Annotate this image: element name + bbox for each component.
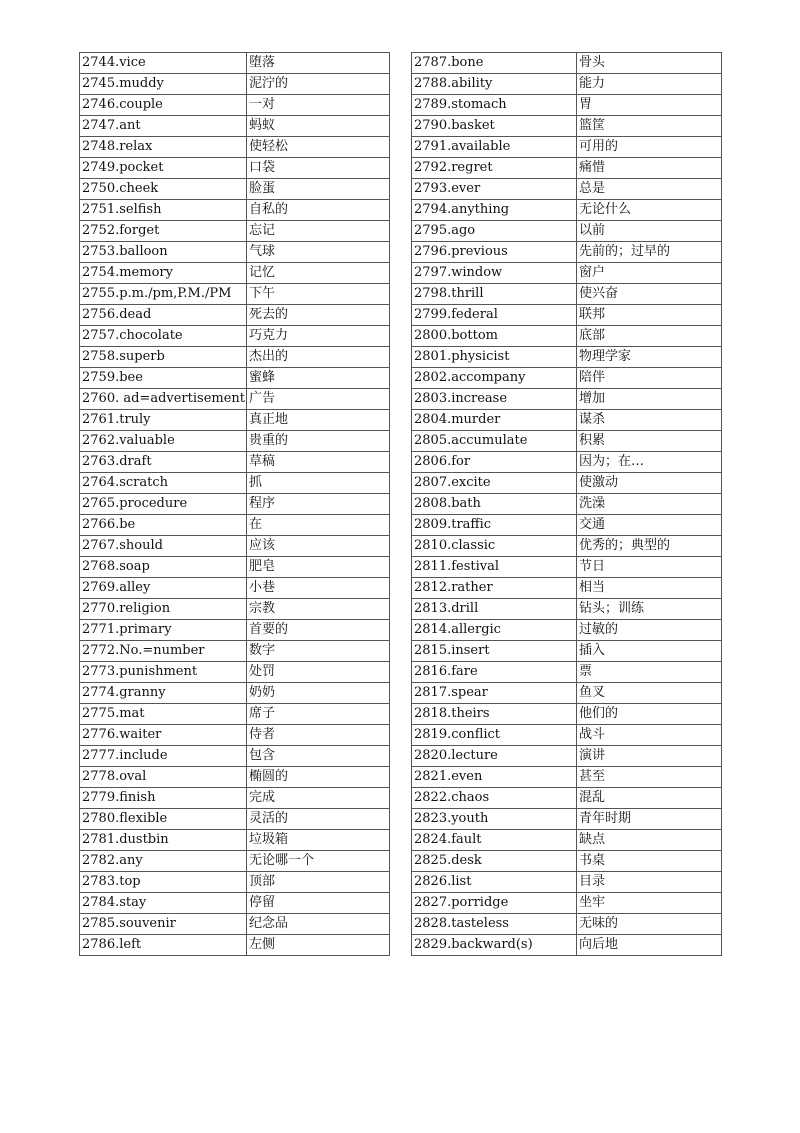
- term-cell: 2754.memory: [80, 263, 247, 284]
- table-row: [412, 536, 722, 557]
- meaning-cell: 混乱: [577, 788, 722, 809]
- meaning-cell: 总是: [577, 179, 722, 200]
- term-cell: 2792.regret: [412, 158, 577, 179]
- table-row: [80, 557, 390, 578]
- term-cell: 2784.stay: [80, 893, 247, 914]
- meaning-cell: 书桌: [577, 851, 722, 872]
- meaning-cell: 纪念品: [247, 914, 390, 935]
- term-cell: 2815.insert: [412, 641, 577, 662]
- meaning-cell: 骨头: [577, 53, 722, 74]
- meaning-cell: 篮筐: [577, 116, 722, 137]
- table-row: [412, 494, 722, 515]
- meaning-cell: 坐牢: [577, 893, 722, 914]
- table-row: [80, 620, 390, 641]
- table-row: [412, 452, 722, 473]
- term-cell: 2762.valuable: [80, 431, 247, 452]
- table-row: [412, 95, 722, 116]
- meaning-cell: 底部: [577, 326, 722, 347]
- term-cell: 2763.draft: [80, 452, 247, 473]
- table-row: [412, 200, 722, 221]
- term-cell: 2826.list: [412, 872, 577, 893]
- table-row: [80, 452, 390, 473]
- term-cell: 2824.fault: [412, 830, 577, 851]
- table-row: [412, 473, 722, 494]
- term-cell: 2794.anything: [412, 200, 577, 221]
- meaning-cell: 向后地: [577, 935, 722, 956]
- term-cell: 2810.classic: [412, 536, 577, 557]
- meaning-cell: 下午: [247, 284, 390, 305]
- table-row: [80, 578, 390, 599]
- meaning-cell: 联邦: [577, 305, 722, 326]
- table-row: [412, 935, 722, 956]
- term-cell: 2761.truly: [80, 410, 247, 431]
- meaning-cell: 草稿: [247, 452, 390, 473]
- term-cell: 2783.top: [80, 872, 247, 893]
- term-cell: 2764.scratch: [80, 473, 247, 494]
- table-row: [80, 767, 390, 788]
- table-row: [412, 767, 722, 788]
- meaning-cell: 以前: [577, 221, 722, 242]
- table-row: [412, 53, 722, 74]
- table-row: [80, 809, 390, 830]
- term-cell: 2827.porridge: [412, 893, 577, 914]
- table-row: [80, 746, 390, 767]
- table-row: [412, 515, 722, 536]
- meaning-cell: 广告: [247, 389, 390, 410]
- term-cell: 2808.bath: [412, 494, 577, 515]
- meaning-cell: 包含: [247, 746, 390, 767]
- term-cell: 2796.previous: [412, 242, 577, 263]
- term-cell: 2745.muddy: [80, 74, 247, 95]
- term-cell: 2769.alley: [80, 578, 247, 599]
- meaning-cell: 应该: [247, 536, 390, 557]
- meaning-cell: 积累: [577, 431, 722, 452]
- term-cell: 2785.souvenir: [80, 914, 247, 935]
- term-cell: 2813.drill: [412, 599, 577, 620]
- meaning-cell: 插入: [577, 641, 722, 662]
- term-cell: 2765.procedure: [80, 494, 247, 515]
- term-cell: 2818.theirs: [412, 704, 577, 725]
- term-cell: 2782.any: [80, 851, 247, 872]
- term-cell: 2770.religion: [80, 599, 247, 620]
- meaning-cell: 物理学家: [577, 347, 722, 368]
- table-row: [80, 242, 390, 263]
- meaning-cell: 无论什么: [577, 200, 722, 221]
- table-row: [412, 347, 722, 368]
- meaning-cell: 优秀的；典型的: [577, 536, 722, 557]
- meaning-cell: 使激动: [577, 473, 722, 494]
- table-row: [412, 599, 722, 620]
- table-row: [80, 893, 390, 914]
- meaning-cell: 首要的: [247, 620, 390, 641]
- meaning-cell: 在: [247, 515, 390, 536]
- term-cell: 2822.chaos: [412, 788, 577, 809]
- table-row: [412, 851, 722, 872]
- term-cell: 2748.relax: [80, 137, 247, 158]
- table-row: [412, 809, 722, 830]
- table-row: [412, 641, 722, 662]
- term-cell: 2801.physicist: [412, 347, 577, 368]
- term-cell: 2777.include: [80, 746, 247, 767]
- meaning-cell: 杰出的: [247, 347, 390, 368]
- table-row: [80, 305, 390, 326]
- term-cell: 2778.oval: [80, 767, 247, 788]
- term-cell: 2811.festival: [412, 557, 577, 578]
- term-cell: 2771.primary: [80, 620, 247, 641]
- meaning-cell: 无味的: [577, 914, 722, 935]
- term-cell: 2746.couple: [80, 95, 247, 116]
- table-row: [80, 368, 390, 389]
- table-row: [80, 137, 390, 158]
- table-row: [412, 116, 722, 137]
- term-cell: 2749.pocket: [80, 158, 247, 179]
- meaning-cell: 鱼叉: [577, 683, 722, 704]
- table-row: [80, 179, 390, 200]
- vocab-table-right: [411, 52, 722, 956]
- meaning-cell: 巧克力: [247, 326, 390, 347]
- term-cell: 2791.available: [412, 137, 577, 158]
- table-row: [80, 641, 390, 662]
- term-cell: 2809.traffic: [412, 515, 577, 536]
- table-row: [80, 74, 390, 95]
- term-cell: 2828.tasteless: [412, 914, 577, 935]
- table-row: [412, 410, 722, 431]
- meaning-cell: 演讲: [577, 746, 722, 767]
- table-row: [80, 494, 390, 515]
- term-cell: 2819.conflict: [412, 725, 577, 746]
- term-cell: 2802.accompany: [412, 368, 577, 389]
- table-row: [80, 704, 390, 725]
- meaning-cell: 奶奶: [247, 683, 390, 704]
- term-cell: 2799.federal: [412, 305, 577, 326]
- table-row: [412, 662, 722, 683]
- term-cell: 2821.even: [412, 767, 577, 788]
- meaning-cell: 使兴奋: [577, 284, 722, 305]
- meaning-cell: 相当: [577, 578, 722, 599]
- term-cell: 2806.for: [412, 452, 577, 473]
- table-row: [412, 368, 722, 389]
- meaning-cell: 钻头；训练: [577, 599, 722, 620]
- meaning-cell: 宗教: [247, 599, 390, 620]
- table-row: [412, 725, 722, 746]
- meaning-cell: 战斗: [577, 725, 722, 746]
- table-row: [80, 851, 390, 872]
- meaning-cell: 垃圾箱: [247, 830, 390, 851]
- table-row: [412, 263, 722, 284]
- table-row: [80, 872, 390, 893]
- meaning-cell: 窗户: [577, 263, 722, 284]
- meaning-cell: 一对: [247, 95, 390, 116]
- meaning-cell: 小巷: [247, 578, 390, 599]
- meaning-cell: 泥泞的: [247, 74, 390, 95]
- term-cell: 2760. ad=advertisement: [80, 389, 247, 410]
- term-cell: 2766.be: [80, 515, 247, 536]
- table-row: [412, 830, 722, 851]
- meaning-cell: 处罚: [247, 662, 390, 683]
- term-cell: 2793.ever: [412, 179, 577, 200]
- meaning-cell: 痛惜: [577, 158, 722, 179]
- term-cell: 2772.No.=number: [80, 641, 247, 662]
- meaning-cell: 停留: [247, 893, 390, 914]
- meaning-cell: 脸蛋: [247, 179, 390, 200]
- meaning-cell: 堕落: [247, 53, 390, 74]
- table-row: [412, 620, 722, 641]
- term-cell: 2781.dustbin: [80, 830, 247, 851]
- meaning-cell: 因为；在…: [577, 452, 722, 473]
- term-cell: 2775.mat: [80, 704, 247, 725]
- table-row: [80, 200, 390, 221]
- meaning-cell: 陪伴: [577, 368, 722, 389]
- table-row: [412, 872, 722, 893]
- meaning-cell: 洗澡: [577, 494, 722, 515]
- meaning-cell: 谋杀: [577, 410, 722, 431]
- term-cell: 2829.backward(s): [412, 935, 577, 956]
- table-row: [80, 725, 390, 746]
- table-row: [80, 95, 390, 116]
- term-cell: 2823.youth: [412, 809, 577, 830]
- meaning-cell: 缺点: [577, 830, 722, 851]
- table-row: [80, 914, 390, 935]
- meaning-cell: 顶部: [247, 872, 390, 893]
- table-row: [412, 158, 722, 179]
- table-row: [80, 683, 390, 704]
- table-row: [80, 263, 390, 284]
- term-cell: 2759.bee: [80, 368, 247, 389]
- term-cell: 2786.left: [80, 935, 247, 956]
- term-cell: 2744.vice: [80, 53, 247, 74]
- meaning-cell: 椭圆的: [247, 767, 390, 788]
- term-cell: 2753.balloon: [80, 242, 247, 263]
- term-cell: 2774.granny: [80, 683, 247, 704]
- meaning-cell: 贵重的: [247, 431, 390, 452]
- term-cell: 2795.ago: [412, 221, 577, 242]
- table-row: [412, 137, 722, 158]
- term-cell: 2776.waiter: [80, 725, 247, 746]
- term-cell: 2814.allergic: [412, 620, 577, 641]
- term-cell: 2803.increase: [412, 389, 577, 410]
- meaning-cell: 目录: [577, 872, 722, 893]
- meaning-cell: 记忆: [247, 263, 390, 284]
- table-row: [412, 893, 722, 914]
- meaning-cell: 程序: [247, 494, 390, 515]
- meaning-cell: 口袋: [247, 158, 390, 179]
- term-cell: 2816.fare: [412, 662, 577, 683]
- meaning-cell: 灵活的: [247, 809, 390, 830]
- term-cell: 2756.dead: [80, 305, 247, 326]
- meaning-cell: 交通: [577, 515, 722, 536]
- table-row: [412, 431, 722, 452]
- meaning-cell: 先前的；过早的: [577, 242, 722, 263]
- meaning-cell: 蜜蜂: [247, 368, 390, 389]
- meaning-cell: 青年时期: [577, 809, 722, 830]
- table-row: [80, 662, 390, 683]
- table-row: [80, 158, 390, 179]
- term-cell: 2773.punishment: [80, 662, 247, 683]
- term-cell: 2752.forget: [80, 221, 247, 242]
- term-cell: 2817.spear: [412, 683, 577, 704]
- meaning-cell: 侍者: [247, 725, 390, 746]
- term-cell: 2755.p.m./pm,P.M./PM: [80, 284, 247, 305]
- meaning-cell: 甚至: [577, 767, 722, 788]
- table-row: [80, 347, 390, 368]
- term-cell: 2750.cheek: [80, 179, 247, 200]
- table-row: [80, 284, 390, 305]
- term-cell: 2747.ant: [80, 116, 247, 137]
- term-cell: 2790.basket: [412, 116, 577, 137]
- term-cell: 2820.lecture: [412, 746, 577, 767]
- meaning-cell: 忘记: [247, 221, 390, 242]
- term-cell: 2797.window: [412, 263, 577, 284]
- term-cell: 2805.accumulate: [412, 431, 577, 452]
- term-cell: 2767.should: [80, 536, 247, 557]
- term-cell: 2751.selfish: [80, 200, 247, 221]
- table-row: [80, 599, 390, 620]
- term-cell: 2758.superb: [80, 347, 247, 368]
- table-row: [80, 515, 390, 536]
- meaning-cell: 真正地: [247, 410, 390, 431]
- meaning-cell: 使轻松: [247, 137, 390, 158]
- table-row: [412, 704, 722, 725]
- meaning-cell: 他们的: [577, 704, 722, 725]
- table-row: [80, 536, 390, 557]
- meaning-cell: 完成: [247, 788, 390, 809]
- table-row: [412, 788, 722, 809]
- meaning-cell: 抓: [247, 473, 390, 494]
- meaning-cell: 左侧: [247, 935, 390, 956]
- term-cell: 2768.soap: [80, 557, 247, 578]
- table-row: [412, 914, 722, 935]
- term-cell: 2825.desk: [412, 851, 577, 872]
- meaning-cell: 胃: [577, 95, 722, 116]
- table-row: [412, 326, 722, 347]
- table-row: [80, 830, 390, 851]
- meaning-cell: 票: [577, 662, 722, 683]
- table-row: [412, 74, 722, 95]
- meaning-cell: 增加: [577, 389, 722, 410]
- table-row: [80, 788, 390, 809]
- table-row: [412, 389, 722, 410]
- term-cell: 2779.finish: [80, 788, 247, 809]
- meaning-cell: 肥皂: [247, 557, 390, 578]
- term-cell: 2807.excite: [412, 473, 577, 494]
- table-row: [412, 221, 722, 242]
- term-cell: 2787.bone: [412, 53, 577, 74]
- table-row: [80, 431, 390, 452]
- table-row: [412, 746, 722, 767]
- term-cell: 2789.stomach: [412, 95, 577, 116]
- meaning-cell: 气球: [247, 242, 390, 263]
- table-row: [412, 578, 722, 599]
- term-cell: 2798.thrill: [412, 284, 577, 305]
- meaning-cell: 可用的: [577, 137, 722, 158]
- meaning-cell: 席子: [247, 704, 390, 725]
- table-row: [412, 557, 722, 578]
- meaning-cell: 蚂蚁: [247, 116, 390, 137]
- table-row: [412, 179, 722, 200]
- meaning-cell: 数字: [247, 641, 390, 662]
- meaning-cell: 自私的: [247, 200, 390, 221]
- table-row: [412, 242, 722, 263]
- table-row: [412, 305, 722, 326]
- meaning-cell: 节日: [577, 557, 722, 578]
- term-cell: 2800.bottom: [412, 326, 577, 347]
- meaning-cell: 过敏的: [577, 620, 722, 641]
- table-row: [80, 221, 390, 242]
- meaning-cell: 无论哪一个: [247, 851, 390, 872]
- table-row: [80, 935, 390, 956]
- vocab-table-left: [79, 52, 390, 956]
- term-cell: 2757.chocolate: [80, 326, 247, 347]
- term-cell: 2804.murder: [412, 410, 577, 431]
- table-row: [412, 284, 722, 305]
- table-row: [80, 410, 390, 431]
- table-row: [80, 53, 390, 74]
- term-cell: 2788.ability: [412, 74, 577, 95]
- table-row: [80, 389, 390, 410]
- table-row: [80, 116, 390, 137]
- meaning-cell: 死去的: [247, 305, 390, 326]
- table-row: [80, 326, 390, 347]
- term-cell: 2812.rather: [412, 578, 577, 599]
- table-row: [80, 473, 390, 494]
- table-row: [412, 683, 722, 704]
- meaning-cell: 能力: [577, 74, 722, 95]
- term-cell: 2780.flexible: [80, 809, 247, 830]
